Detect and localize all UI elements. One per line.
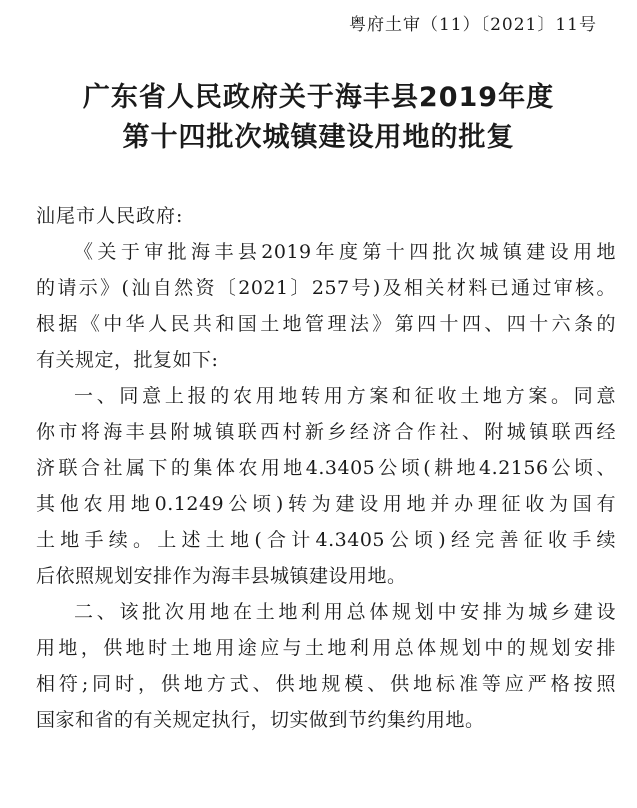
paragraph-item-2 bbox=[36, 594, 616, 738]
document-title bbox=[0, 78, 637, 158]
paragraph-line: 有关规定，批复如下: bbox=[36, 349, 219, 371]
paragraph-line: 济联合社属下的集体农用地4.3405公顷(耕地4.2156公顷、 bbox=[36, 457, 616, 479]
paragraph-line: 国家和省的有关规定执行，切实做到节约集约用地。 bbox=[36, 709, 485, 731]
paragraph-line: 你市将海丰县附城镇联西村新乡经济合作社、附城镇联西经 bbox=[36, 421, 616, 443]
paragraph-line: 一、同意上报的农用地转用方案和征收土地方案。同意 bbox=[74, 385, 616, 407]
document-body bbox=[36, 198, 616, 738]
paragraph-item-1 bbox=[36, 378, 616, 594]
paragraph-line: 相符;同时，供地方式、供地规模、供地标准等应严格按照 bbox=[36, 673, 616, 695]
title-line-2: 第十四批次城镇建设用地的批复 bbox=[122, 122, 515, 153]
paragraph-line: 二、该批次用地在土地利用总体规划中安排为城乡建设 bbox=[74, 601, 616, 623]
paragraph-line: 《关于审批海丰县2019年度第十四批次城镇建设用地 bbox=[74, 241, 616, 263]
title-line-1: 广东省人民政府关于海丰县2019年度 bbox=[82, 82, 555, 113]
paragraph-request bbox=[36, 234, 616, 378]
paragraph-line: 土地手续。上述土地(合计4.3405公顷)经完善征收手续 bbox=[36, 529, 616, 551]
paragraph-line: 根据《中华人民共和国土地管理法》第四十四、四十六条的 bbox=[36, 313, 616, 335]
addressee: 汕尾市人民政府: bbox=[36, 205, 184, 227]
paragraph-line: 用地，供地时土地用途应与土地利用总体规划中的规划安排 bbox=[36, 637, 616, 659]
paragraph-line: 其他农用地0.1249公顷)转为建设用地并办理征收为国有 bbox=[36, 493, 616, 515]
paragraph-line: 的请示》(汕自然资〔2021〕257号)及相关材料已通过审核。 bbox=[36, 277, 616, 299]
document-number: 粤府土审（11）〔2021〕11号 bbox=[348, 15, 597, 35]
paragraph-line: 后依照规划安排作为海丰县城镇建设用地。 bbox=[36, 565, 407, 587]
